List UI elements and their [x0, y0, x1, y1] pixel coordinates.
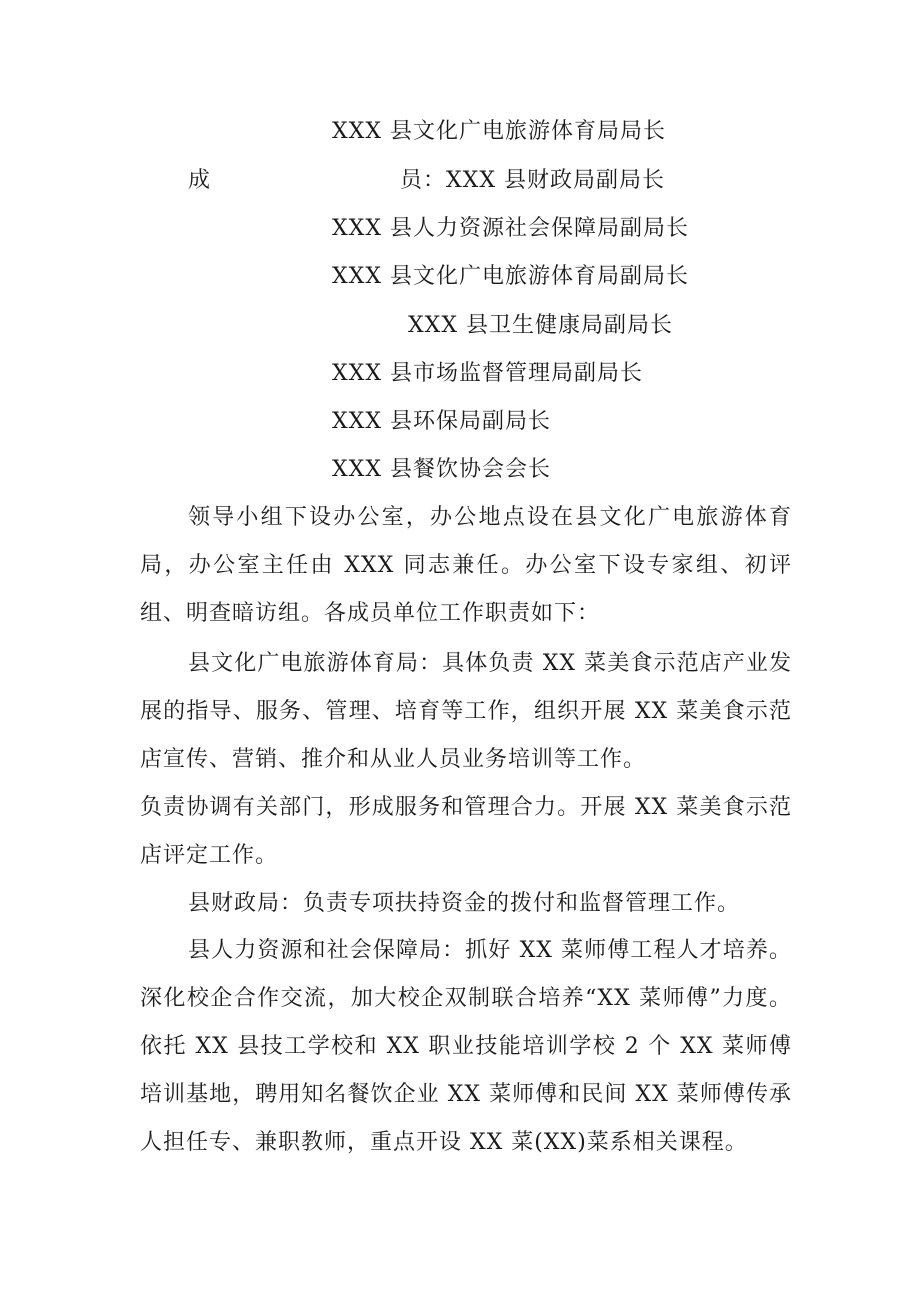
members-label: 成 — [188, 168, 212, 193]
member-hr-line: XXX 县人力资源社会保障局副局长 — [332, 216, 689, 241]
paragraph-culture-duty: 县文化广电旅游体育局：具体负责 XX 菜美食示范店产业发展的指导、服务、管理、培育等工作，组织开展 XX 菜美食示范店宣传、营销、推介和从业人员业务培训等工作。 — [140, 651, 792, 772]
paragraph-finance-duty: 县财政局：负责专项扶持资金的拨付和监督管理工作。 — [188, 891, 741, 916]
member-health-line: XXX 县卫生健康局副局长 — [408, 313, 673, 338]
member-leader-line: XXX 县文化广电旅游体育局局长 — [332, 119, 666, 144]
member-catering-line: XXX 县餐饮协会会长 — [332, 457, 551, 482]
member-finance-line: 员：XXX 县财政局副局长 — [400, 168, 665, 193]
member-env-line: XXX 县环保局副局长 — [332, 409, 551, 434]
paragraph-office: 领导小组下设办公室，办公地点设在县文化广电旅游体育局，办公室主任由 XXX 同志兼任。办公室下设专家组、初评组、明查暗访组。各成员单位工作职责如下： — [140, 505, 792, 626]
member-market-line: XXX 县市场监督管理局副局长 — [332, 361, 643, 386]
paragraph-hr-duty: 县人力资源和社会保障局：抓好 XX 菜师傅工程人才培养。深化校企合作交流，加大校企双制联合培养“XX 菜师傅”力度。依托 XX 县技工学校和 XX 职业技能培训学校 2 个 XX 菜师傅培训基地，聘用知名餐饮企业 XX 菜师傅和民间 XX 菜师傅传承人担任专、兼职教师，重点开设 XX 菜(XX)菜系相关课程。 — [140, 938, 792, 1155]
member-culture-line: XXX 县文化广电旅游体育局副局长 — [332, 264, 689, 289]
paragraph-coordinate: 负责协调有关部门，形成服务和管理合力。开展 XX 菜美食示范店评定工作。 — [140, 795, 792, 868]
